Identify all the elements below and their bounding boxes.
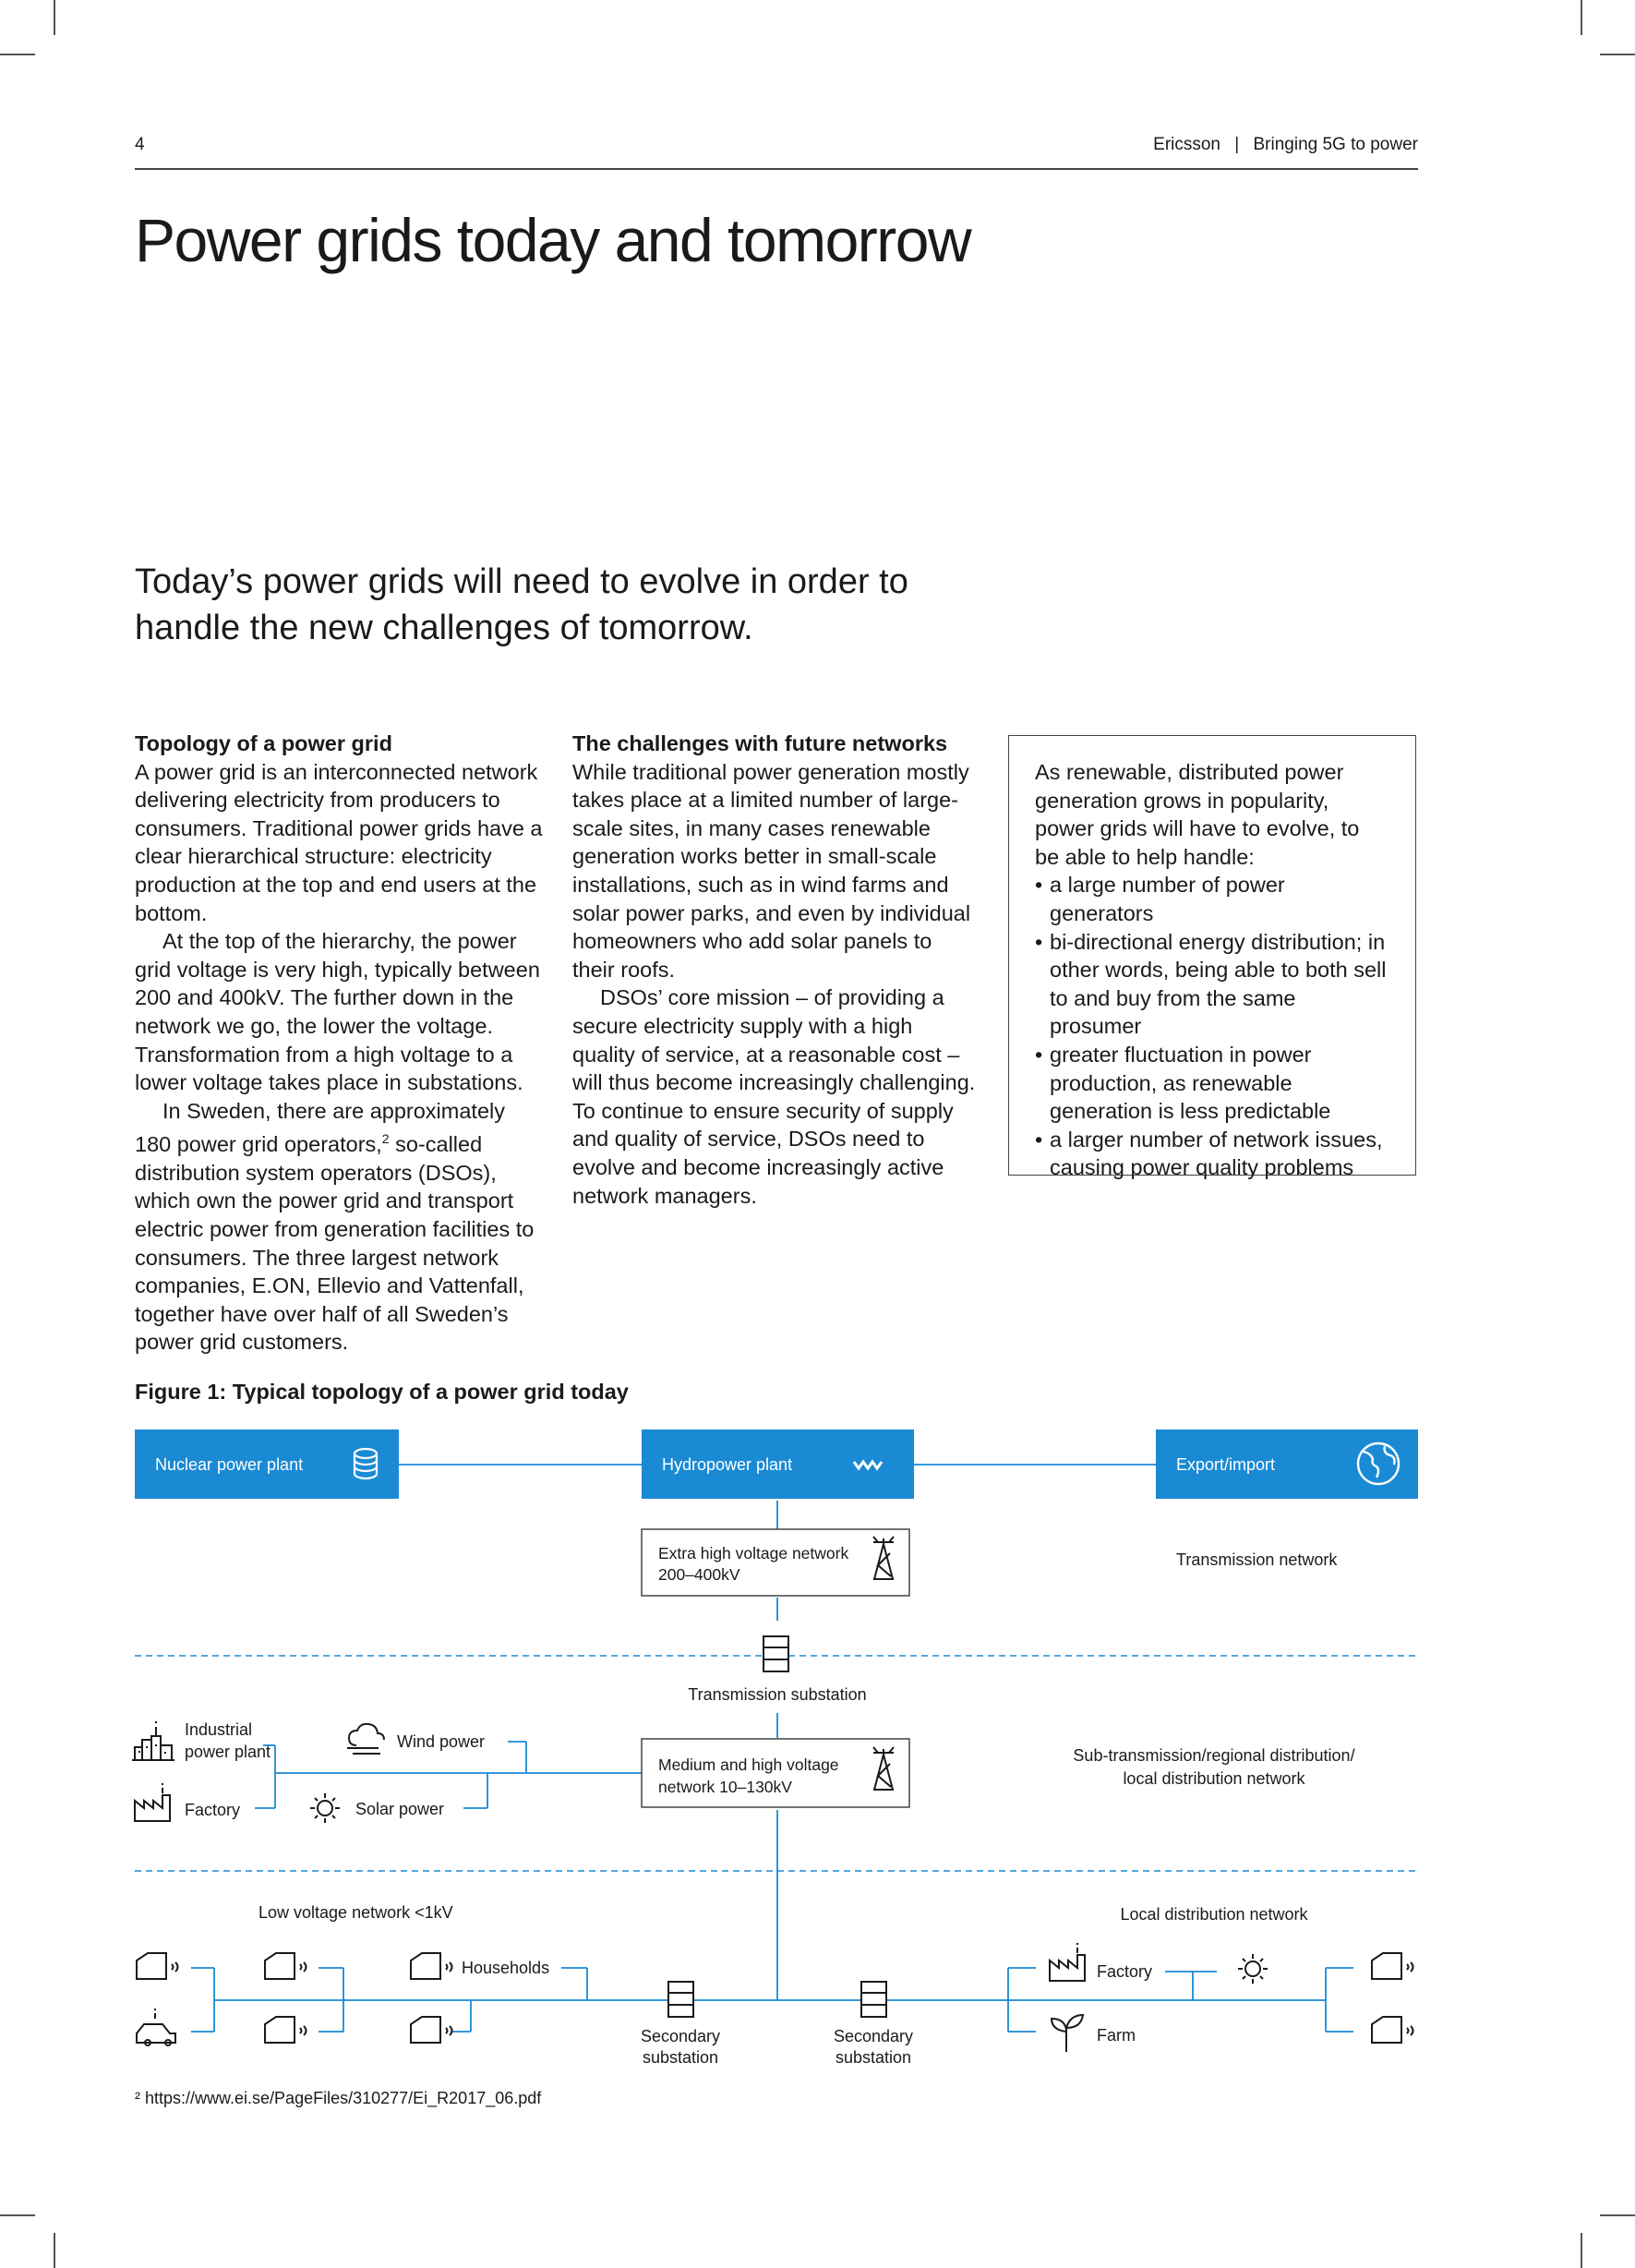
subtransmission-label-line1: Sub-transmission/regional distribution/ [1073, 1746, 1355, 1765]
substation-icon [861, 1982, 886, 2017]
challenges-heading: The challenges with future networks [572, 731, 948, 755]
substation-icon [763, 1636, 788, 1671]
transmission-substation-label: Transmission substation [688, 1685, 867, 1704]
topology-heading: Topology of a power grid [135, 731, 392, 755]
secondary-substation-label-line2: substation [642, 2048, 719, 2067]
factory-label: Factory [185, 1801, 241, 1819]
export-label: Export/import [1176, 1455, 1276, 1474]
secondary-substation-label-line2: substation [835, 2048, 912, 2067]
mhv-label-line1: Medium and high voltage [658, 1755, 839, 1774]
substation-icon [668, 1982, 693, 2017]
ehv-label-line2: 200–400kV [658, 1565, 740, 1584]
callout-bullet: • bi-directional energy distribution; in other words, being able to both sell to and buy from the same prosumer [1035, 928, 1389, 1041]
ehv-label-line1: Extra high voltage network [658, 1544, 849, 1562]
sun-icon [1238, 1954, 1268, 1984]
secondary-substation-label-line1: Secondary [640, 2027, 721, 2045]
factory-icon [1050, 1943, 1085, 1981]
industrial-label-line2: power plant [185, 1743, 271, 1761]
footnote: ² https://www.ei.se/PageFiles/310277/Ei_R2017_06.pdf [135, 2089, 542, 2107]
city-buildings-icon [132, 1721, 174, 1760]
topology-p3-start: In Sweden, there are approximately 180 power grid operators, [135, 1098, 505, 1157]
intro-text: Today’s power grids will need to evolve in order to handle the new challenges of tomorrow. [135, 562, 908, 647]
secondary-substation-label-line1: Secondary [833, 2027, 914, 2045]
page-number: 4 [135, 135, 145, 154]
wind-cloud-icon [347, 1724, 384, 1754]
topology-paragraph-1: A power grid is an interconnected network delivering electricity from producers to consumers. Traditional power grids have a clear hierarchical structure: electricity production at the top and end users at the bottom. [135, 759, 543, 925]
figure-caption: Figure 1: Typical topology of a power grid today [135, 1380, 629, 1404]
house-icon [1372, 1953, 1413, 1979]
house-icon [265, 1953, 307, 1979]
farm-label: Farm [1097, 2026, 1136, 2045]
callout-intro: As renewable, distributed power generation grows in popularity, power grids will have to evolve, to be able to help handle: [1035, 760, 1360, 869]
factory-right-label: Factory [1097, 1962, 1153, 1981]
plant-sprout-icon [1052, 2015, 1083, 2052]
page-title: Power grids today and tomorrow [135, 206, 971, 274]
house-icon [1372, 2017, 1413, 2043]
local-distribution-label: Local distribution network [1120, 1905, 1308, 1924]
callout-bullet: • a large number of power generators [1035, 871, 1389, 927]
low-voltage-label: Low voltage network <1kV [258, 1903, 453, 1922]
mhv-label-line2: network 10–130kV [658, 1778, 792, 1796]
challenges-paragraph-2: DSOs’ core mission – of providing a secure electricity supply with a high quality of service, at a reasonable cost – will thus become increasingly challenging. To continue to ensure security of supply and quality of service, DSOs need to evolve and become increasingly active network managers. [572, 985, 976, 1208]
solar-label: Solar power [355, 1800, 445, 1818]
house-icon [265, 2017, 307, 2043]
header-separator: | [1234, 135, 1240, 154]
house-icon [137, 1953, 178, 1979]
challenges-paragraph-1: While traditional power generation mostly takes place at a limited number of large-scale sites, in many cases renewable generation works better in small-scale installations, such as in wind farms and solar power parks, and even by individual homeowners who add solar panels to their roofs. [572, 759, 971, 982]
callout-bullet: • a larger number of network issues, causing power quality problems [1035, 1126, 1389, 1182]
header-company: Ericsson [1153, 135, 1220, 154]
extra-high-voltage-box [642, 1529, 909, 1596]
footnote-ref: 2 [381, 1131, 390, 1147]
nuclear-label: Nuclear power plant [155, 1455, 304, 1474]
wind-label: Wind power [397, 1732, 486, 1751]
house-icon [411, 2017, 452, 2043]
industrial-label-line1: Industrial [185, 1720, 253, 1739]
header-publication: Bringing 5G to power [1253, 135, 1418, 154]
house-icon [411, 1953, 452, 1979]
topology-paragraph-2: At the top of the hierarchy, the power grid voltage is very high, typically between 200 and 400kV. The further down in the network we go, the lower the voltage. Transformation from a high voltage to a lower voltage takes place in substations. [135, 929, 540, 1095]
households-label: Households [462, 1959, 550, 1977]
electric-car-icon [137, 2009, 175, 2045]
subtransmission-label-line2: local distribution network [1123, 1769, 1305, 1788]
callout-bullet: • greater fluctuation in power production, as renewable generation is less predictable [1035, 1041, 1389, 1126]
hydro-label: Hydropower plant [662, 1455, 793, 1474]
transmission-network-label: Transmission network [1176, 1550, 1338, 1569]
factory-icon [135, 1783, 170, 1821]
sun-icon [310, 1793, 340, 1823]
topology-p3-end: so-called distribution system operators (DSOs), which own the power grid and transport electric power from generation facilities to consumers. The three largest network companies, E.ON, Ellevio and Vattenfall, together have over half of all Sweden’s power grid customers. [135, 1132, 535, 1355]
